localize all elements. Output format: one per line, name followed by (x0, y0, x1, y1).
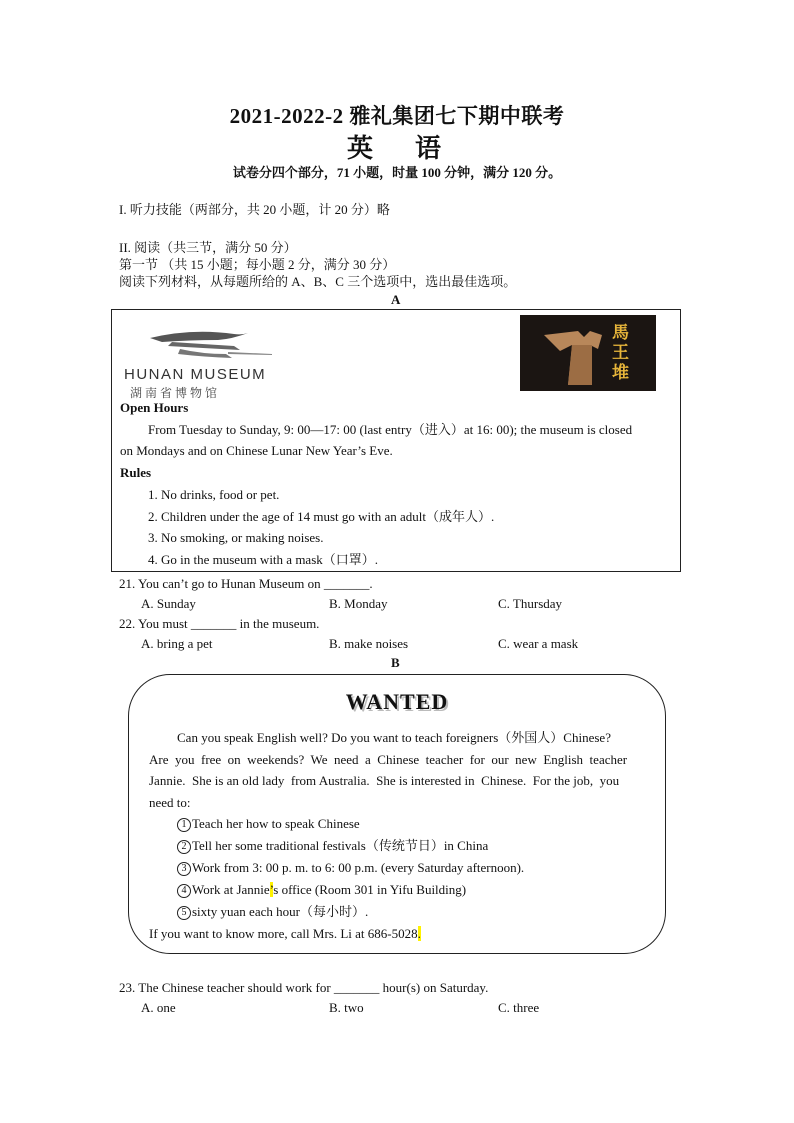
passage-a-label: A (391, 292, 401, 307)
rule-item: 3. No smoking, or making noises. (148, 530, 324, 545)
circled-number: 4 (177, 884, 191, 898)
contact-line (149, 923, 421, 945)
q21-option-c: C. Thursday (498, 596, 563, 611)
exam-info: 试卷分四个部分，71 小题，时量 100 分钟，满分 120 分。 (232, 165, 562, 180)
museum-name-en: HUNAN MUSEUM (124, 366, 267, 383)
subject-title (0, 128, 794, 165)
hunan-museum-logo (122, 324, 322, 400)
question-22: 22. You must _______ in the museum. (119, 616, 320, 631)
q23-option-a: A. one (141, 1000, 176, 1015)
circled-number: 2 (177, 840, 191, 854)
passage-b-label: B (391, 655, 400, 670)
question-23: 23. The Chinese teacher should work for _______ hour(s) on Saturday. (119, 980, 489, 995)
exam-title: 2021-2022-2 雅礼集团七下期中联考 (229, 104, 565, 128)
q21-option-a: A. Sunday (141, 596, 196, 611)
q22-option-a: A. bring a pet (141, 636, 213, 651)
rule-item: 4. Go in the museum with a mask（口罩）. (148, 552, 379, 567)
passage-b-line: Jannie. She is an old lady from Australia. She is interested in Chinese. For the job, you (149, 773, 620, 788)
q22-option-b: B. make noises (329, 636, 409, 651)
job-item-text: s office (Room 301 in Yifu Building) (273, 882, 467, 897)
mawangdui-poster (520, 315, 656, 391)
job-item (177, 879, 466, 901)
contact-text: If you want to know more, call Mrs. Li at 686-5028 (149, 926, 418, 941)
job-item-text: Work at Jannie (192, 882, 270, 897)
job-item (177, 835, 488, 857)
part2-heading: II. 阅读（共三节，满分 50 分） (119, 240, 297, 255)
passage-b-line: Can you speak English well? Do you want to teach foreigners（外国人）Chinese? (177, 730, 611, 745)
job-item-text: sixty yuan each hour（每小时）. (192, 904, 369, 919)
question-21: 21. You can’t go to Hunan Museum on _______. (119, 576, 373, 591)
museum-name-cn: 湖南省博物馆 (130, 386, 221, 400)
circled-number: 5 (177, 906, 191, 920)
job-item (177, 857, 524, 879)
open-hours-text-2: on Mondays and on Chinese Lunar New Year’s Eve. (120, 443, 393, 458)
passage-a-box (111, 309, 681, 572)
circled-number: 3 (177, 862, 191, 876)
q21-option-b: B. Monday (329, 596, 388, 611)
museum-roof-icon (122, 324, 322, 368)
part2-section: 第一节 （共 15 小题；每小题 2 分，满分 30 分） (119, 257, 396, 272)
job-item-text: Teach her how to speak Chinese (192, 816, 360, 831)
part2-instruction: 阅读下列材料，从每题所给的 A、B、C 三个选项中，选出最佳选项。 (119, 274, 517, 289)
poster-title: 馬王堆 (612, 323, 629, 383)
rule-item: 2. Children under the age of 14 must go with an adult（成年人）. (148, 509, 495, 524)
passage-b-box (128, 674, 666, 954)
subject-char-2: 语 (415, 134, 448, 163)
q23-option-b: B. two (329, 1000, 364, 1015)
part1-line: I. 听力技能（两部分，共 20 小题，计 20 分）略 (119, 202, 390, 217)
job-item (177, 813, 360, 835)
open-hours-text-1: From Tuesday to Sunday, 9: 00—17: 00 (last entry（进入）at 16: 00); the museum is closed (148, 422, 633, 437)
job-item-text: Work from 3: 00 p. m. to 6: 00 p.m. (every Saturday afternoon). (192, 860, 525, 875)
highlighted-apostrophe: ’ (269, 882, 274, 897)
job-item (177, 901, 368, 923)
highlighted-period: . (417, 926, 421, 941)
subject-char-1: 英 (346, 134, 379, 163)
q22-option-c: C. wear a mask (498, 636, 579, 651)
rule-item: 1. No drinks, food or pet. (148, 487, 280, 502)
circled-number: 1 (177, 818, 191, 832)
job-item-text: Tell her some traditional festivals（传统节日）in China (192, 838, 489, 853)
passage-b-line: need to: (149, 795, 191, 810)
q23-option-c: C. three (498, 1000, 540, 1015)
open-hours-heading: Open Hours (120, 400, 189, 415)
passage-b-line: Are you free on weekends? We need a Chinese teacher for our new English teacher (149, 752, 628, 767)
rules-heading: Rules (120, 465, 152, 480)
wanted-title: WANTED (345, 689, 449, 714)
